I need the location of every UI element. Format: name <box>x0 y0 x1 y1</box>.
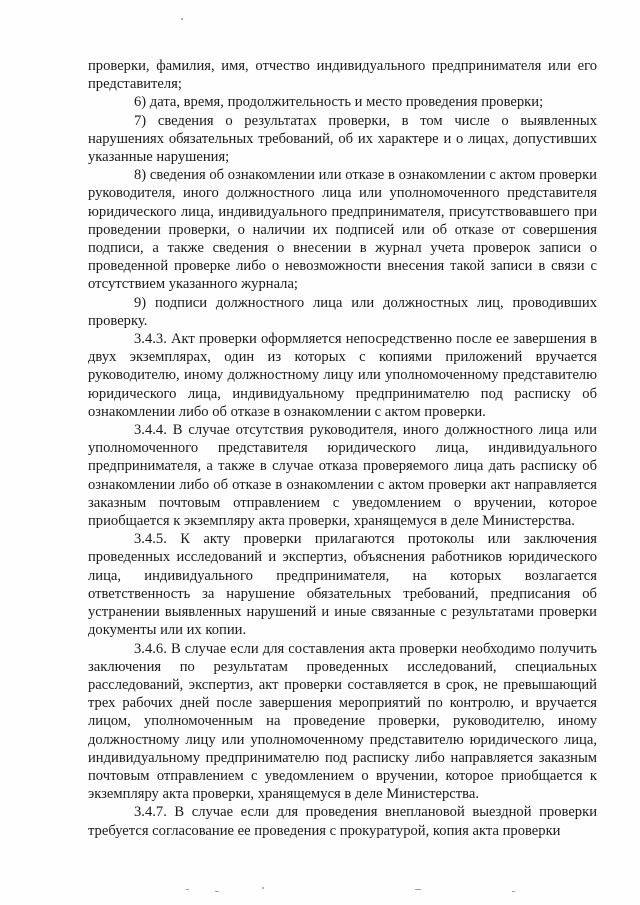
scan-speck <box>512 891 515 892</box>
paragraph-item-9: 9) подписи должностного лица или должностных лиц, проводивших проверку. <box>88 294 597 329</box>
scan-speck <box>181 18 183 20</box>
paragraph-3-4-5: 3.4.5. К акту проверки прилагаются протоколы или заключения проведенных исследований и экспертиз, объяснения работников юридического лица, индивидуального предпринимателя, на которых возлагается ответственность за нарушение обязательных требований, предписания об устранении выявленных нарушений и иные связанные с результатами проверки документы или их копии. <box>88 531 597 639</box>
paragraph-item-7: 7) сведения о результатах проверки, в том числе о выявленных нарушениях обязательных требований, об их характере и о лицах, допустивших указанные нарушения; <box>88 112 597 166</box>
paragraph-3-4-4: 3.4.4. В случае отсутствия руководителя, иного должностного лица или уполномоченного представителя юридического лица, индивидуального предпринимателя, а также в случае отказа проверяемого лица дать расписку об ознакомлении либо об отказе в ознакомлении с актом проверки акт направляется заказным почтовым отправлением с уведомлением о вручении, которое приобщается к экземпляру акта проверки, хранящемуся в деле Министерства. <box>88 422 597 530</box>
document-body <box>88 57 597 840</box>
paragraph-item-6: 6) дата, время, продолжительность и место проведения проверки; <box>134 94 544 111</box>
scan-speck <box>262 887 264 889</box>
paragraph-item-8: 8) сведения об ознакомлении или отказе в ознакомлении с актом проверки руководителя, иного должностного лица или уполномоченного представителя юридического лица, индивидуального предпринимателя, присутствовавшего при проведении проверки, о наличии их подписей или об отказе от совершения подписи, а также сведения о внесении в журнал учета проверок записи о проведенной проверке либо о невозможности внесения такой записи в связи с отсутствием указанного журнала; <box>88 167 597 293</box>
paragraph-3-4-7: 3.4.7. В случае если для проведения внеплановой выездной проверки требуется согласование ее проведения с прокуратурой, копия акта проверки <box>88 804 597 839</box>
scan-speck <box>186 889 189 890</box>
scan-speck <box>215 891 219 892</box>
scan-speck <box>415 889 421 890</box>
paragraph-3-4-6: 3.4.6. В случае если для составления акта проверки необходимо получить заключения по результатам проведенных исследований, специальных расследований, экспертиз, акт проверки составляется в срок, не превышающий трех рабочих дней после завершения мероприятий по контролю, и вручается лицом, уполномоченным на проведение проверки, руководителю, иному должностному лицу или уполномоченному представителю юридического лица, индивидуальному предпринимателю под расписку либо направляется заказным почтовым отправлением с уведомлением о вручении, которое приобщается к экземпляру акта проверки, хранящемуся в деле Министерства. <box>88 640 597 803</box>
paragraph-continuation: проверки, фамилия, имя, отчество индивидуального предпринимателя или его представителя; <box>88 58 597 93</box>
paragraph-3-4-3: 3.4.3. Акт проверки оформляется непосредственно после ее завершения в двух экземплярах, один из которых с копиями приложений вручается руководителю, иному должностному лицу или уполномоченному представителю юридического лица, индивидуальному предпринимателю под расписку об ознакомлении либо об отказе в ознакомлении с актом проверки. <box>88 331 597 420</box>
